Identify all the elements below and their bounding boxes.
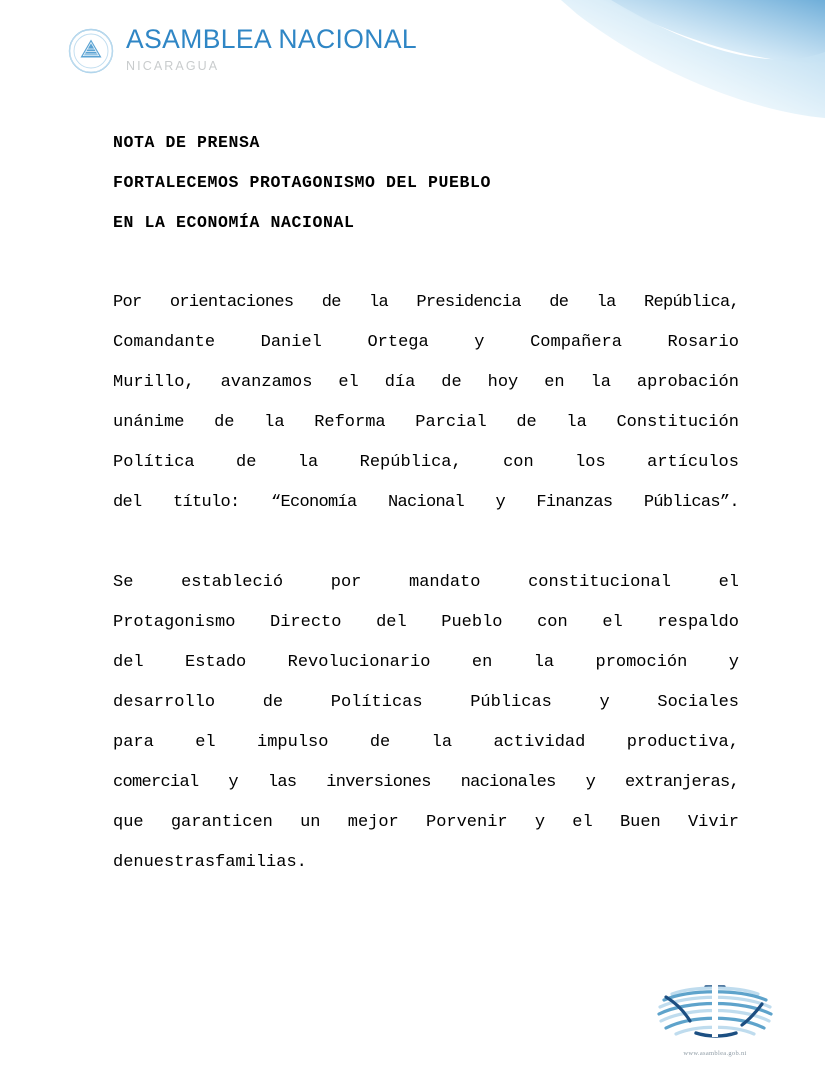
text-line [113, 603, 739, 643]
heading-line: EN LA ECONOMÍA NACIONAL [113, 213, 355, 232]
text-word: de [113, 853, 134, 872]
organization-name: ASAMBLEA NACIONAL [126, 24, 418, 54]
text-word: y [534, 813, 546, 832]
paragraph-1 [113, 283, 739, 523]
text-word: los [575, 453, 606, 472]
text-word: constitucional [528, 573, 671, 592]
text-word: que [113, 813, 144, 832]
text-word: el [572, 813, 593, 832]
text-word: Estado [185, 653, 247, 672]
text-word: la [369, 293, 389, 312]
text-line [113, 483, 739, 523]
text-word: de [369, 733, 391, 752]
text-word: día [384, 373, 416, 392]
text-word: de [516, 413, 537, 432]
text-word: el [602, 613, 623, 632]
text-word: con [503, 453, 534, 472]
text-word: y [495, 493, 505, 512]
text-word: respaldo [657, 613, 739, 632]
text-line [113, 723, 739, 763]
text-word: Por [113, 293, 142, 312]
text-word: Buen [619, 813, 661, 832]
text-word: del [113, 493, 142, 512]
text-word: en [471, 653, 493, 672]
text-word: productiva, [626, 733, 739, 752]
text-line [113, 403, 739, 443]
text-word: actividad [493, 733, 586, 752]
text-word: de [214, 413, 235, 432]
text-line [113, 283, 739, 323]
national-seal-triangle-icon [68, 28, 114, 74]
text-line [113, 683, 739, 723]
text-word: con [537, 613, 568, 632]
text-word: Pueblo [441, 613, 503, 632]
text-word: avanzamos [220, 373, 313, 392]
text-word: de [262, 693, 284, 712]
text-word: y [585, 773, 596, 792]
text-word: República, [643, 293, 739, 312]
text-word: Parcial [415, 413, 487, 432]
text-word: extranjeras, [624, 773, 739, 792]
text-word: “Economía [270, 493, 357, 512]
text-word: para [113, 733, 154, 752]
text-word: Públicas [470, 693, 552, 712]
text-word: artículos [647, 453, 739, 472]
text-word: por [330, 573, 362, 592]
text-word: Reforma [314, 413, 386, 432]
text-word: Política [113, 453, 195, 472]
text-word: Rosario [667, 333, 739, 352]
text-word: mandato [409, 573, 481, 592]
text-word: de [321, 293, 341, 312]
text-word: Vivir [687, 813, 739, 832]
text-word: comercial [113, 773, 199, 792]
text-word: Públicas”. [643, 493, 739, 512]
text-word: Sociales [657, 693, 739, 712]
text-line [113, 363, 739, 403]
assembly-globe-arcs-icon [650, 1026, 780, 1044]
text-word: Finanzas [536, 493, 613, 512]
text-word: Nacional [387, 493, 464, 512]
text-word: unánime [113, 413, 185, 432]
text-line [113, 643, 739, 683]
text-word: orientaciones [169, 293, 294, 312]
text-word: el [195, 733, 216, 752]
text-word: impulso [257, 733, 329, 752]
text-word: y [474, 333, 485, 352]
text-word: garanticen [170, 813, 273, 832]
press-release-body [113, 123, 739, 883]
text-word: el [718, 573, 739, 592]
text-word: el [338, 373, 359, 392]
text-word: de [236, 453, 257, 472]
text-word: la [566, 413, 587, 432]
text-word: Daniel [260, 333, 322, 352]
text-word: la [431, 733, 453, 752]
text-word: Presidencia [416, 293, 521, 312]
text-word: y [728, 653, 739, 672]
text-word: aprobación [636, 373, 739, 392]
text-word: familias. [215, 853, 307, 872]
text-word: hoy [487, 373, 519, 392]
text-word: la [264, 413, 285, 432]
text-word: las [267, 773, 297, 792]
text-word: Se [113, 573, 134, 592]
text-word: Protagonismo [113, 613, 236, 632]
text-word: estableció [181, 573, 284, 592]
text-word: Comandante [113, 333, 216, 352]
text-word: Porvenir [426, 813, 508, 832]
text-word: desarrollo [113, 693, 216, 712]
heading-line: FORTALECEMOS PROTAGONISMO DEL PUEBLO [113, 173, 492, 192]
text-word: nacionales [460, 773, 556, 792]
text-word: y [599, 693, 610, 712]
text-word: nuestras [133, 853, 216, 872]
text-word: la [297, 453, 319, 472]
footer-branding [650, 983, 780, 1057]
text-word: Directo [270, 613, 342, 632]
heading-line: NOTA DE PRENSA [113, 133, 261, 152]
text-word: del [113, 653, 144, 672]
text-line [113, 843, 739, 883]
text-word: Revolucionario [287, 653, 431, 672]
text-word: Constitución [616, 413, 739, 432]
text-word: Políticas [330, 693, 423, 712]
text-word: inversiones [326, 773, 431, 792]
text-line [113, 443, 739, 483]
text-line [113, 323, 739, 363]
text-word: promoción [595, 653, 688, 672]
text-line [113, 563, 739, 603]
paragraph-2 [113, 563, 739, 883]
text-word: la [596, 293, 616, 312]
text-word: título: [172, 493, 240, 512]
text-word: en [544, 373, 565, 392]
text-word: de [441, 373, 462, 392]
text-line [113, 803, 739, 843]
text-word: de [549, 293, 569, 312]
text-word: un [300, 813, 321, 832]
press-release-heading [113, 123, 739, 243]
text-word: República, [359, 453, 462, 472]
website-url: www.asamblea.gob.ni [683, 1050, 747, 1057]
text-word: la [533, 653, 555, 672]
text-word: Ortega [367, 333, 429, 352]
organization-country: NICARAGUA [126, 58, 220, 73]
text-word: Murillo, [113, 373, 195, 392]
text-line [113, 763, 739, 803]
text-word: del [376, 613, 407, 632]
text-word: y [228, 773, 238, 792]
text-word: la [590, 373, 611, 392]
masthead [68, 26, 417, 74]
text-word: Compañera [530, 333, 622, 352]
text-word: mejor [347, 813, 399, 832]
